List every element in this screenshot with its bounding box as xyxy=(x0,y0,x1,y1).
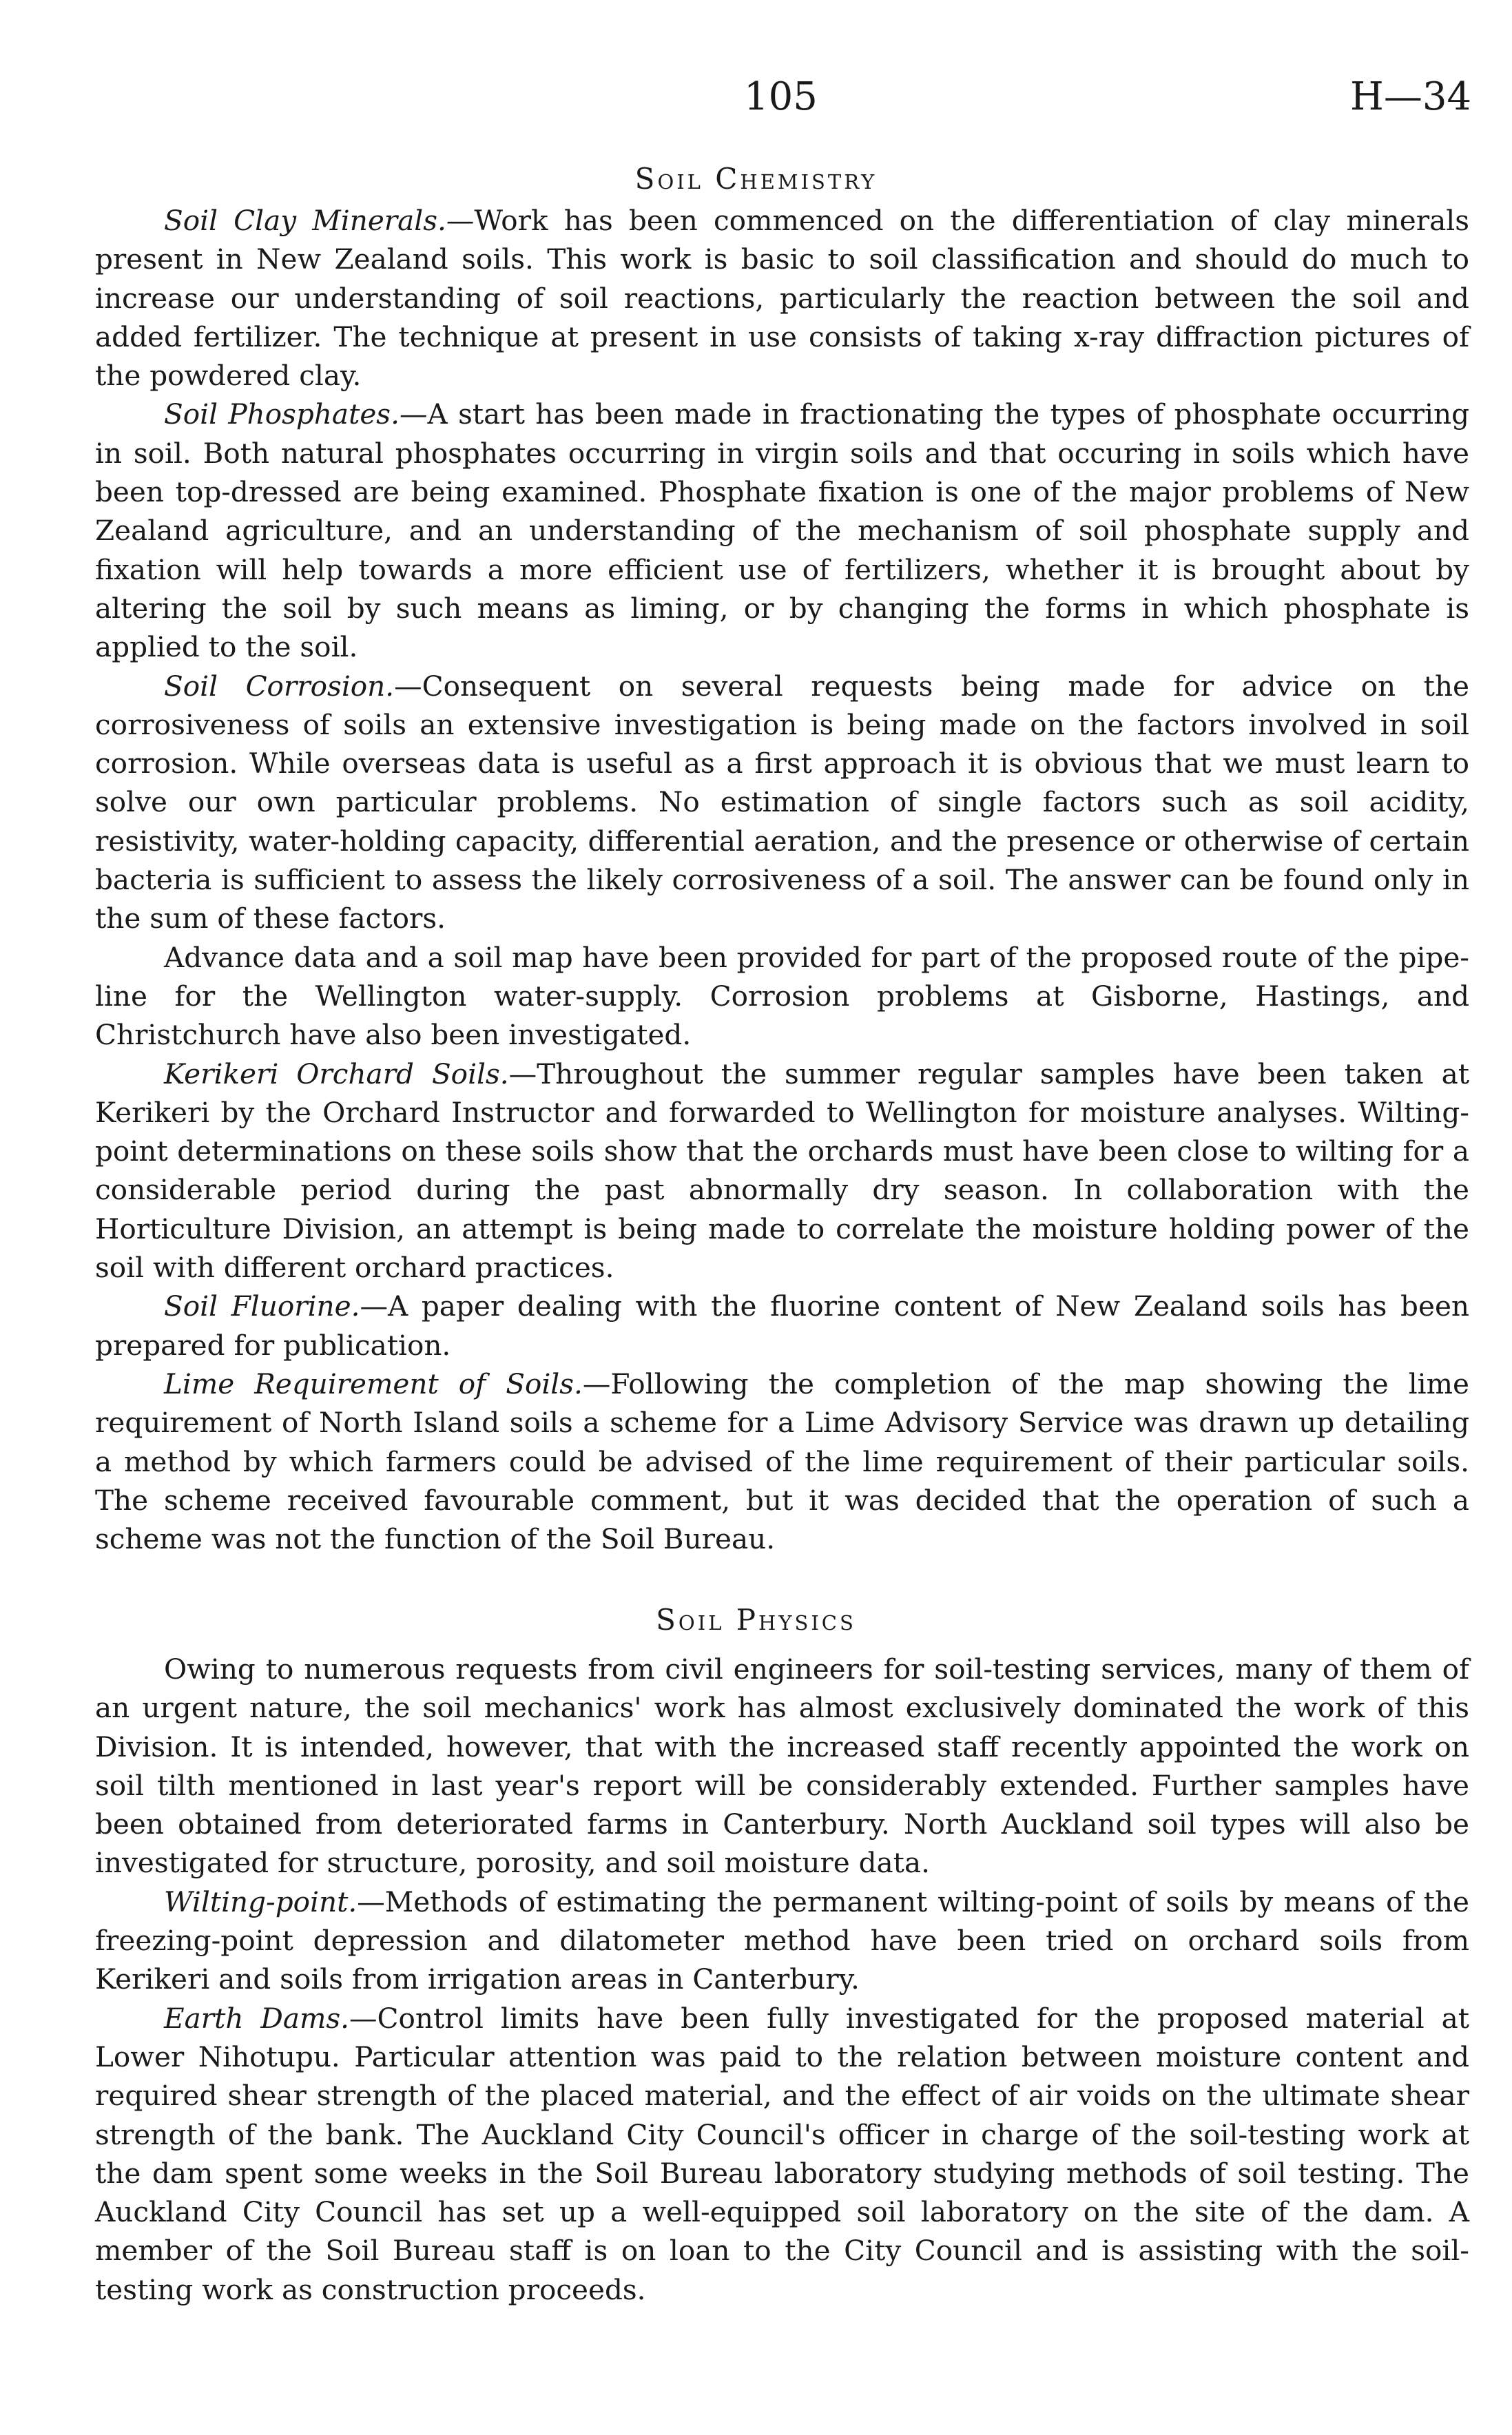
paragraph-heading: Earth Dams. xyxy=(164,2001,350,2035)
paragraph-wilting-point xyxy=(95,1883,1469,1999)
paragraph-soil-corrosion xyxy=(95,667,1469,938)
paragraph-heading: Soil Clay Minerals. xyxy=(164,204,446,237)
paragraph-text: —Throughout the summer regular samples have been taken at Kerikeri by the Orchard Instructor and forwarded to Wellington for moisture analyses. Wilting-point determinations on these soils show that the orchards must have been close to wilting for a considerable period during the past abnormally dry season. In collaboration with the Horticulture Division, an attempt is being made to correlate the moisture holding power of the soil with different orchard practices. xyxy=(95,1057,1469,1285)
paragraph-soil-phosphates xyxy=(95,395,1469,666)
paragraph-soil-clay-minerals xyxy=(95,201,1469,395)
section-heading-soil-physics: Soil Physics xyxy=(656,1603,856,1637)
paragraph-heading: Kerikeri Orchard Soils. xyxy=(164,1057,509,1090)
paragraph-heading: Wilting-point. xyxy=(164,1885,358,1918)
paragraph-lime-requirement xyxy=(95,1365,1469,1558)
section-body-soil-chemistry xyxy=(95,201,1469,1558)
paragraph-text: —Following the completion of the map showing the lime requirement of North Island soils a scheme for a Lime Advisory Service was drawn up detailing a method by which farmers could be advised of the lime requirement of their particular soils. The scheme received favourable comment, but it was decided that the operation of such a scheme was not the function of the Soil Bureau. xyxy=(95,1367,1470,1556)
paragraph-advance-data xyxy=(95,938,1469,1055)
paragraph-text: —Work has been commenced on the differentiation of clay minerals present in New Zealand soils. This work is basic to soil classification and should do much to increase our understanding of soil reactions, particularly the reaction between the soil and added fertilizer. The technique at present in use consists of taking x-ray diffraction pictures of the powdered clay. xyxy=(95,204,1469,393)
paragraph-soil-mechanics xyxy=(95,1650,1469,1883)
paragraph-text: —Control limits have been fully investigated for the proposed material at Lower Nihotupu. Particular attention was paid to the relation between moisture content and required shear strength of the placed material, and the effect of air voids on the ultimate shear strength of the bank. The Auckland City Council's officer in charge of the soil-testing work at the dam spent some weeks in the Soil Bureau laboratory studying methods of soil testing. The Auckland City Council has set up a well-equipped soil laboratory on the site of the dam. A member of the Soil Bureau staff is on loan to the City Council and is assisting with the soil-testing work as construction proceeds. xyxy=(95,2001,1469,2306)
section-heading-soil-chemistry: Soil Chemistry xyxy=(634,162,878,196)
paragraph-kerikeri-orchard-soils xyxy=(95,1055,1469,1287)
paragraph-text: Owing to numerous requests from civil engineers for soil-testing services, many of them of an urgent nature, the soil mechanics' work has almost exclusively dominated the work of this Division. It is intended, however, that with the increased staff recently appointed the work on soil tilth mentioned in last year's report will be considerably extended. Further samples have been obtained from deteriorated farms in Canterbury. North Auckland soil types will also be investigated for structure, porosity, and soil moisture data. xyxy=(95,1652,1469,1880)
paragraph-text: —Consequent on several requests being made for advice on the corrosiveness of soils an extensive investigation is being made on the factors involved in soil corrosion. While overseas data is useful as a first approach it is obvious that we must learn to solve our own particular problems. No estimation of single factors such as soil acidity, resistivity, water-holding capacity, differential aeration, and the presence or otherwise of certain bacteria is sufficient to assess the likely corrosiveness of a soil. The answer can be found only in the sum of these factors. xyxy=(95,669,1469,935)
paragraph-soil-fluorine xyxy=(95,1287,1469,1365)
document-reference: H—34 xyxy=(1350,74,1472,119)
paragraph-text: —Methods of estimating the permanent wilting-point of soils by means of the freezing-point depression and dilatometer method have been tried on orchard soils from Kerikeri and soils from irrigation areas in Canterbury. xyxy=(95,1885,1469,1996)
paragraph-heading: Soil Corrosion. xyxy=(164,669,395,703)
paragraph-heading: Soil Phosphates. xyxy=(164,397,400,431)
paragraph-text: —A paper dealing with the fluorine content of New Zealand soils has been prepared for publication. xyxy=(95,1289,1469,1362)
paragraph-text: —A start has been made in fractionating the types of phosphate occurring in soil. Both natural phosphates occurring in virgin soils and that occuring in soils which have been top-dressed are being examined. Phosphate fixation is one of the major problems of New Zealand agriculture, and an understanding of the mechanism of soil phosphate supply and fixation will help towards a more efficient use of fertilizers, whether it is brought about by altering the soil by such means as liming, or by changing the forms in which phosphate is applied to the soil. xyxy=(95,397,1469,664)
paragraph-earth-dams xyxy=(95,1999,1469,2309)
page-number: 105 xyxy=(744,74,818,119)
paragraph-heading: Lime Requirement of Soils. xyxy=(164,1367,583,1400)
section-body-soil-physics xyxy=(95,1650,1469,2309)
paragraph-heading: Soil Fluorine. xyxy=(164,1289,360,1323)
paragraph-text: Advance data and a soil map have been provided for part of the proposed route of the pipe-line for the Wellington water-supply. Corrosion problems at Gisborne, Hastings, and Christchurch have also been investigated. xyxy=(95,940,1469,1052)
